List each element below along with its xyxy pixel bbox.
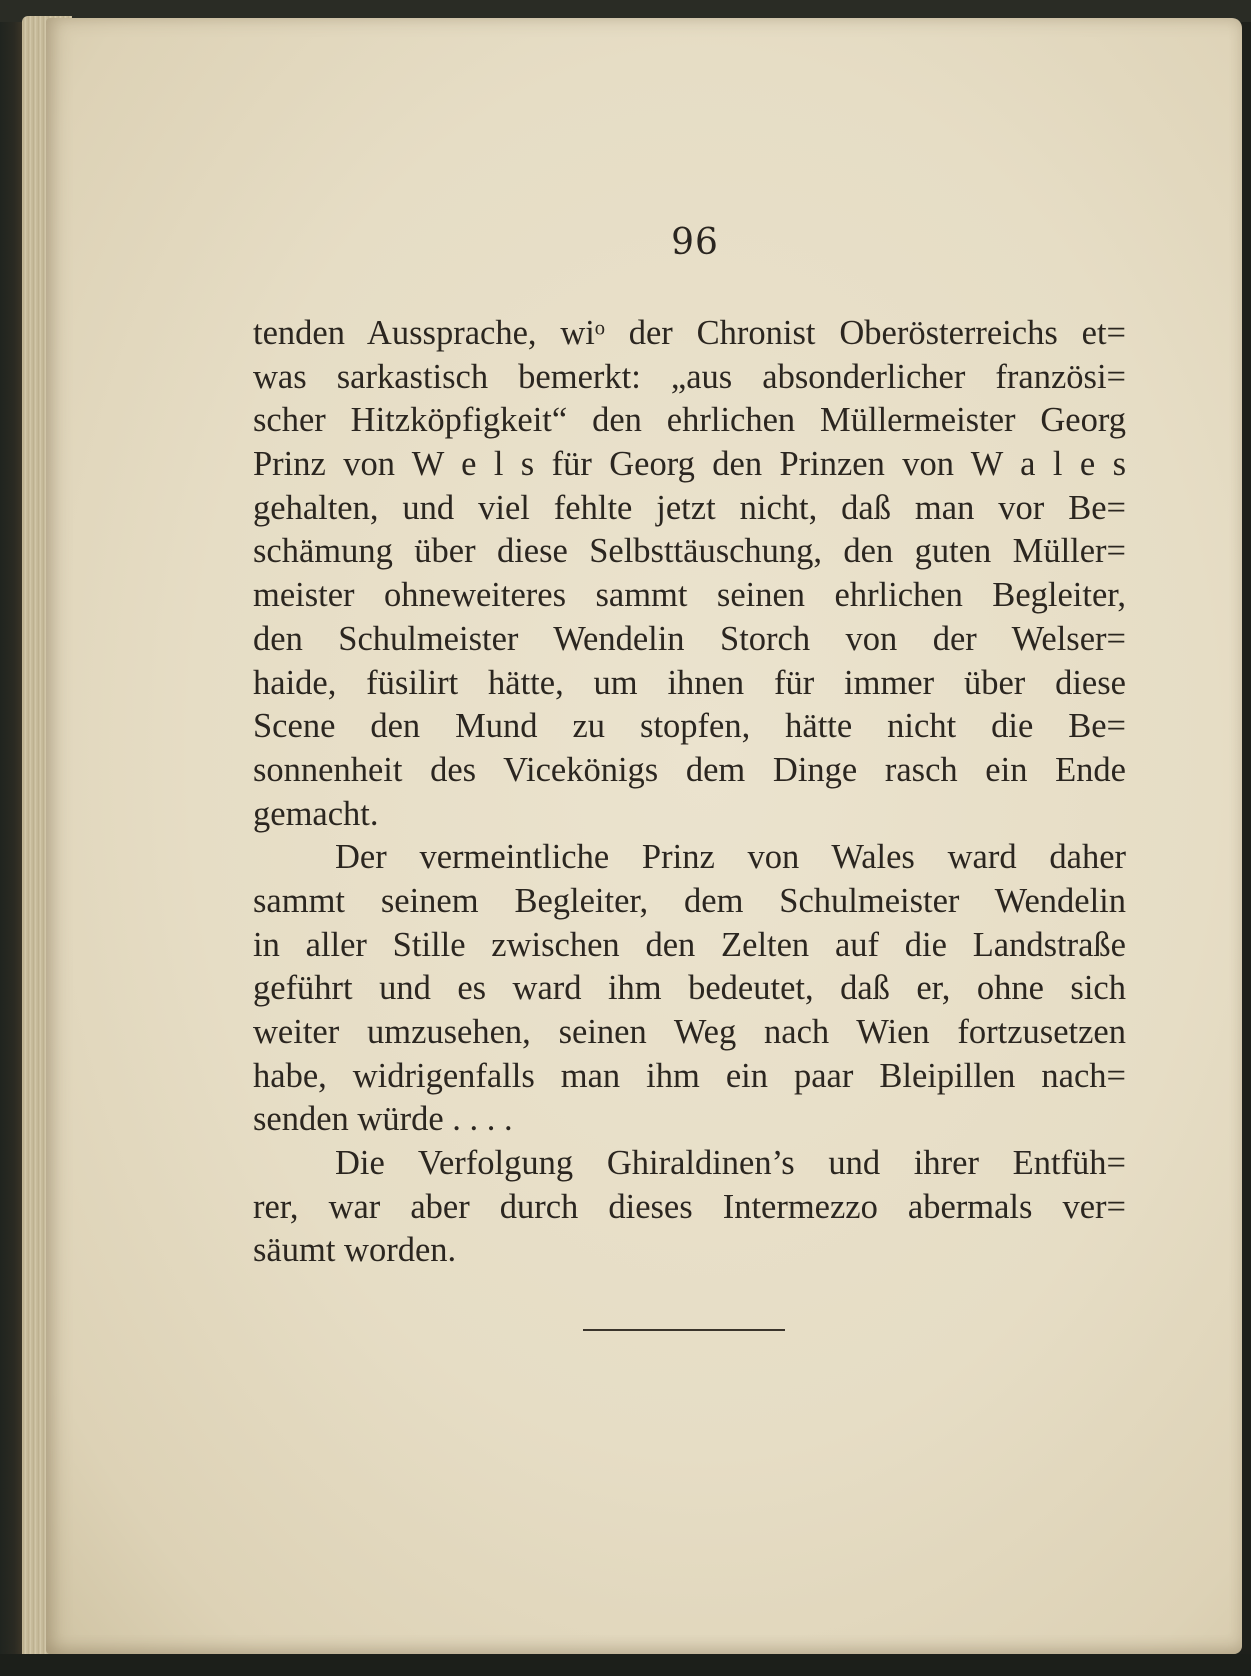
text-line: Der vermeintliche Prinz von Wales ward daher <box>335 838 1126 877</box>
text-line: geführt und es ward ihm bedeutet, daß er, ohne sich <box>253 969 1126 1008</box>
text-line: säumt worden. <box>253 1231 457 1270</box>
scan-bottom-border <box>0 1654 1251 1676</box>
text-line: tenden Aussprache, wiᵒ der Chronist Oberösterreichs et= <box>253 314 1126 352</box>
text-line: Prinz von W e l s für Georg den Prinzen von W a l e s <box>253 445 1126 484</box>
text-line: rer, war aber durch dieses Intermezzo abermals ver= <box>253 1187 1126 1226</box>
text-line: habe, widrigenfalls man ihm ein paar Bleipillen nach= <box>253 1056 1126 1095</box>
text-line: was sarkastisch bemerkt: „aus absonderlicher französi= <box>253 357 1126 396</box>
page-number: 96 <box>671 222 719 263</box>
text-line: in aller Stille zwischen den Zelten auf die Landstraße <box>253 925 1126 964</box>
text-line: schämung über diese Selbsttäuschung, den guten Müller= <box>253 532 1126 571</box>
text-line: den Schulmeister Wendelin Storch von der Welser= <box>253 619 1126 658</box>
text-line: Scene den Mund zu stopfen, hätte nicht die Be= <box>253 707 1126 746</box>
text-line: haide, füsilirt hätte, um ihnen für immer über diese <box>253 663 1126 702</box>
section-end-rule <box>583 1329 785 1331</box>
text-line: gemacht. <box>253 794 379 833</box>
text-line: scher Hitzköpfigkeit“ den ehrlichen Müllermeister Georg <box>253 401 1126 440</box>
text-line: sonnenheit des Vicekönigs dem Dinge rasch ein Ende <box>253 750 1126 789</box>
text-line: Die Verfolgung Ghiraldinen’s und ihrer Entfüh= <box>335 1144 1126 1183</box>
body-text <box>253 312 1126 1273</box>
text-line: senden würde . . . . <box>253 1100 513 1139</box>
text-line: gehalten, und viel fehlte jetzt nicht, daß man vor Be= <box>253 488 1126 527</box>
text-line: sammt seinem Begleiter, dem Schulmeister Wendelin <box>253 881 1126 920</box>
text-line: meister ohneweiteres sammt seinen ehrlichen Begleiter, <box>253 576 1126 615</box>
text-line: weiter umzusehen, seinen Weg nach Wien fortzusetzen <box>253 1013 1126 1051</box>
